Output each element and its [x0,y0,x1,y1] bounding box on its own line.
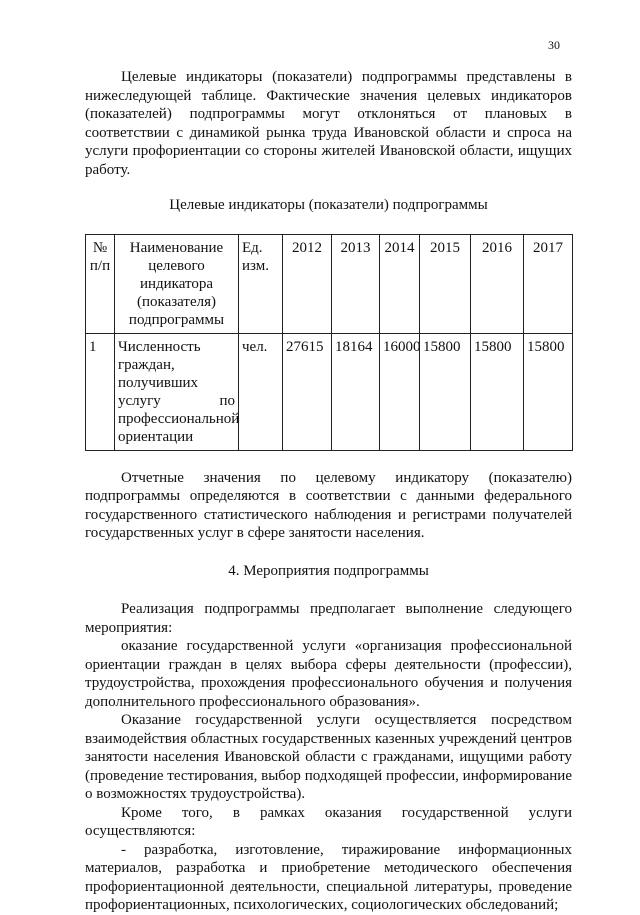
table-row [86,333,573,450]
header-year-2013: 2013 [332,234,380,333]
header-unit: Ед. изм. [239,234,283,333]
cell-number: 1 [86,333,115,450]
list-item: - разработка, изготовление, тиражирование информационных материалов, разработка и приобретение методического обеспечения профориентационной деятельности, специальной литературы, проведение профориентационных, психологических, социологических обследований; [85,841,572,913]
cell-2014: 16000 [380,333,420,450]
cell-2015: 15800 [420,333,471,450]
header-indicator-name: Наименование целевого индикатора (показателя) подпрограммы [115,234,239,333]
paragraph: оказание государственной услуги «организация профессиональной ориентации граждан в целях выбора сферы деятельности (профессии), трудоустройства, прохождения профессионального обучения и получения дополнительного профессионального образования». [85,638,572,710]
header-year-2017: 2017 [524,234,573,333]
cell-indicator-name: Численность граждан, получивших услугу по профессиональной ориентации [115,333,239,450]
header-year-2015: 2015 [420,234,471,333]
paragraph: Кроме того, в рамках оказания государственной услуги осуществляются: [85,804,572,839]
header-year-2014: 2014 [380,234,420,333]
reporting-paragraph: Отчетные значения по целевому индикатору (показателю) подпрограммы определяются в соответствии с данными федерального государственного статистического наблюдения и регистрами получателей государственных услуг в сфере занятости населения. [85,469,572,541]
table-header-row [86,234,573,333]
cell-2012: 27615 [283,333,332,450]
page-number: 30 [548,38,560,52]
table-caption: Целевые индикаторы (показатели) подпрограммы [169,197,488,213]
indicators-table [85,234,573,451]
section-heading: 4. Мероприятия подпрограммы [228,562,429,579]
cell-2013: 18164 [332,333,380,450]
header-year-2012: 2012 [283,234,332,333]
cell-2016: 15800 [471,333,524,450]
header-number: № п/п [86,234,115,333]
document-body [85,68,572,915]
paragraph: Оказание государственной услуги осуществляется посредством взаимодействия областных государственных казенных учреждений центров занятости населения Ивановской области с гражданами, ищущими работу (проведение тестирования, выбор подходящей профессии, информирование о возможностях трудоустройства). [85,712,572,802]
paragraph: Реализация подпрограммы предполагает выполнение следующего мероприятия: [85,601,572,636]
intro-paragraph: Целевые индикаторы (показатели) подпрограммы представлены в нижеследующей таблице. Фактические значения целевых индикаторов (показателей) подпрограммы могут отклоняться от плановых в соответствии с динамикой рынка труда Ивановской области и спроса на услуги профориентации со стороны жителей Ивановской области, ищущих работу. [85,69,572,178]
cell-unit: чел. [239,333,283,450]
cell-2017: 15800 [524,333,573,450]
header-year-2016: 2016 [471,234,524,333]
